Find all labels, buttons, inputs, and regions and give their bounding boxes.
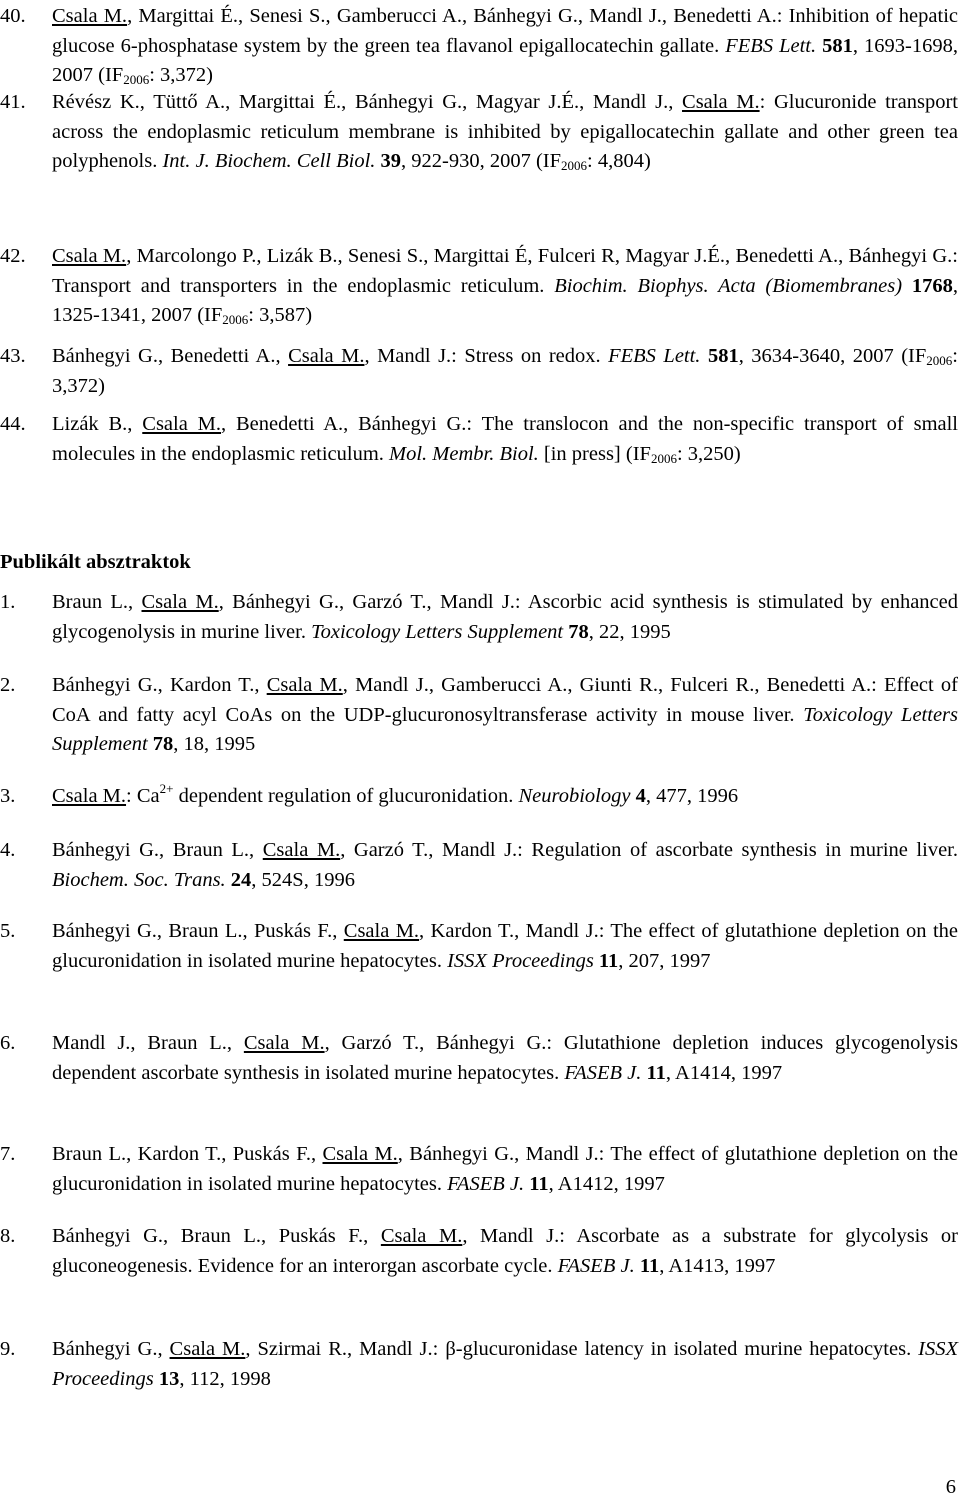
text-segment: , Mandl J., Gamberucci A., Giunti R., Fulceri R., Benedetti A.: Effect of CoA and fatty acyl CoAs on the UDP-glucuronosyltransferase activity in mouse liver. [52, 674, 958, 726]
text-segment: , 1325-1341, 2007 (IF [52, 274, 959, 326]
abstract-entry [0, 671, 958, 760]
volume-number: 11 [529, 1172, 549, 1195]
entry-text [52, 836, 958, 895]
volume-number: 581 [822, 34, 853, 57]
author-highlight: Csala M. [288, 345, 365, 367]
entry-text [52, 2, 958, 91]
text-segment [902, 275, 912, 297]
abstract-entry [0, 1335, 958, 1394]
text-segment: , 3634-3640, 2007 (IF [738, 345, 927, 367]
entry-text [52, 671, 958, 760]
entry-number: 6. [0, 1032, 16, 1054]
text-segment: : 3,372) [149, 64, 213, 86]
journal-name: FASEB J. [447, 1172, 525, 1195]
superscript: 2+ [159, 781, 174, 796]
author-highlight: Csala M. [262, 839, 341, 861]
text-segment: , Kardon T., Mandl J.: The effect of glutathione depletion on the glucuronidation in isolated murine hepatocytes. [52, 920, 958, 972]
volume-number: 13 [158, 1367, 180, 1390]
entry-number: 5. [0, 920, 16, 942]
text-segment: , A1413, 1997 [659, 1254, 776, 1277]
entry-number: 41. [0, 91, 26, 113]
text-segment: , A1414, 1997 [665, 1061, 783, 1084]
text-segment: , 922-930, 2007 (IF [401, 150, 562, 172]
author-highlight: Csala M. [380, 1225, 463, 1247]
entry-number: 9. [0, 1338, 16, 1360]
text-segment: , Marcolongo P., Lizák B., Senesi S., Margittai É, Fulceri R, Magyar J.É., Benedetti A., Bánhegyi G.: Transport and transporters in the endoplasmic reticulum. [52, 245, 958, 297]
text-segment: Révész K., Tüttő A., Margittai É., Bánhegyi G., Magyar J.É., Mandl J., [52, 91, 683, 113]
abstract-entry [0, 1140, 958, 1199]
entry-text [52, 917, 958, 976]
text-segment: Bánhegyi G., Braun L., [52, 839, 263, 861]
text-segment: Lizák B., [52, 413, 143, 435]
entry-text [52, 242, 958, 331]
publication-entry [0, 242, 958, 331]
subscript: 2006 [926, 353, 953, 368]
abstract-entry [0, 1029, 958, 1088]
subscript: 2006 [650, 450, 677, 466]
journal-name: FASEB J. [564, 1061, 642, 1084]
entry-number: 4. [0, 839, 16, 861]
entry-number: 43. [0, 345, 26, 367]
text-segment: , Mandl J.: Ascorbate as a substrate for glycolysis or gluconeogenesis. Evidence for an interorgan ascorbate cycle. [52, 1225, 958, 1277]
author-highlight: Csala M. [141, 591, 219, 613]
journal-name: Biochem. Soc. Trans. [52, 868, 226, 891]
entry-number: 3. [0, 785, 16, 807]
text-segment: : 3,250) [676, 442, 741, 465]
entry-number: 1. [0, 591, 16, 613]
text-segment: : 4,804) [587, 150, 651, 172]
volume-number: 24 [230, 868, 252, 891]
author-highlight: Csala M. [52, 5, 128, 27]
subscript: 2006 [123, 72, 150, 87]
author-highlight: Csala M. [142, 413, 221, 435]
abstract-entry [0, 917, 958, 976]
text-segment: , Bánhegyi G., Garzó T., Mandl J.: Ascorbic acid synthesis is stimulated by enhanced glycogenolysis in murine liver. [52, 591, 958, 643]
text-segment: Bánhegyi G., [52, 1338, 170, 1360]
text-segment: , Szirmai R., Mandl J.: β-glucuronidase latency in isolated murine hepatocytes. [245, 1338, 919, 1360]
volume-number: 11 [646, 1061, 666, 1084]
text-segment: , 524S, 1996 [251, 868, 355, 891]
author-highlight: Csala M. [52, 785, 127, 807]
text-segment: , 18, 1995 [173, 733, 256, 755]
subscript: 2006 [561, 158, 588, 173]
text-segment: , Bánhegyi G., Mandl J.: The effect of glutathione depletion on the glucuronidation in isolated murine hepatocytes. [52, 1143, 958, 1195]
entry-text [52, 782, 958, 812]
author-highlight: Csala M. [169, 1338, 246, 1360]
author-highlight: Csala M. [682, 91, 760, 113]
text-segment: : Glucuronide transport across the endoplasmic reticulum membrane is inhibited by epigallocatechin gallate and other green tea polyphenols. [52, 91, 958, 172]
entry-number: 8. [0, 1225, 16, 1247]
text-segment: [in press] (IF [538, 442, 651, 465]
entry-text [52, 342, 958, 401]
page-number: 6 [945, 1476, 956, 1498]
text-segment: : 3,587) [248, 304, 313, 326]
section-heading: Publikált absztraktok [0, 551, 191, 573]
journal-name: Toxicology Letters Supplement [52, 703, 958, 755]
text-segment: Braun L., Kardon T., Puskás F., [52, 1143, 323, 1165]
journal-name: FEBS Lett. [608, 345, 701, 367]
publication-entry [0, 88, 958, 177]
text-segment: Bánhegyi G., Kardon T., [52, 674, 267, 696]
text-segment: , Benedetti A., Bánhegyi G.: The translocon and the non-specific transport of small molecules in the endoplasmic reticulum. [52, 413, 959, 465]
text-segment: : 3,372) [52, 345, 958, 397]
journal-name: Toxicology Letters Supplement [311, 620, 564, 643]
author-highlight: Csala M. [243, 1032, 325, 1054]
volume-number: 11 [639, 1254, 660, 1277]
text-segment: , 1693-1698, 2007 (IF [52, 34, 959, 86]
author-highlight: Csala M. [322, 1143, 398, 1165]
journal-name: Mol. Membr. Biol. [389, 442, 539, 465]
publication-entry [0, 410, 958, 469]
entry-text [52, 1335, 958, 1394]
entry-text [52, 1140, 958, 1199]
text-segment: : Ca [126, 785, 160, 807]
volume-number: 78 [152, 733, 174, 755]
journal-name: Biochim. Biophys. Acta (Biomembranes) [554, 274, 903, 297]
text-segment: Bánhegyi G., Braun L., Puskás F., [52, 1225, 381, 1247]
author-highlight: Csala M. [266, 674, 343, 696]
publication-entry [0, 2, 958, 91]
entry-text [52, 1029, 958, 1088]
entry-text [52, 588, 958, 647]
text-segment: , Margittai É., Senesi S., Gamberucci A., Bánhegyi G., Mandl J., Benedetti A.: Inhibition of hepatic glucose 6-phosphatase system by the green tea flavanol epigallocatechin gallate. [52, 5, 958, 57]
text-segment [700, 345, 708, 367]
volume-number: 78 [568, 620, 589, 643]
volume-number: 1768 [911, 274, 953, 297]
entry-text [52, 1222, 958, 1281]
abstract-entry [0, 782, 958, 812]
journal-name: ISSX Proceedings [52, 1338, 959, 1390]
volume-number: 11 [598, 949, 619, 972]
text-segment: , 22, 1995 [588, 620, 671, 643]
text-segment: Braun L., [52, 591, 142, 613]
author-highlight: Csala M. [343, 920, 420, 942]
author-highlight: Csala M. [52, 245, 127, 267]
entry-text [52, 410, 958, 469]
entry-number: 2. [0, 674, 16, 696]
text-segment: , 477, 1996 [645, 785, 739, 807]
volume-number: 581 [707, 345, 739, 367]
journal-name: Int. J. Biochem. Cell Biol. [162, 150, 376, 172]
entry-number: 40. [0, 5, 26, 27]
entry-number: 42. [0, 245, 26, 267]
abstract-entry [0, 836, 958, 895]
journal-name: FASEB J. [557, 1254, 635, 1277]
entry-number: 44. [0, 413, 26, 435]
journal-name: ISSX Proceedings [447, 949, 594, 972]
abstract-entry [0, 588, 958, 647]
text-segment: , Mandl J.: Stress on redox. [364, 345, 609, 367]
text-segment: Mandl J., Braun L., [52, 1032, 244, 1054]
text-segment: , A1412, 1997 [548, 1172, 665, 1195]
volume-number: 39 [380, 150, 402, 172]
text-segment: , 112, 1998 [179, 1367, 271, 1390]
text-segment: Bánhegyi G., Braun L., Puskás F., [52, 920, 344, 942]
text-segment: , 207, 1997 [618, 949, 711, 972]
text-segment: , Garzó T., Mandl J.: Regulation of ascorbate synthesis in murine liver. [340, 839, 958, 861]
journal-name: Neurobiology [518, 785, 631, 807]
subscript: 2006 [222, 312, 249, 327]
journal-name: FEBS Lett. [725, 34, 817, 57]
publication-entry [0, 342, 958, 401]
entry-text [52, 88, 958, 177]
entry-number: 7. [0, 1143, 16, 1165]
volume-number: 4 [635, 785, 646, 807]
text-segment: dependent regulation of glucuronidation. [173, 785, 519, 807]
abstract-entry [0, 1222, 958, 1281]
text-segment: , Garzó T., Bánhegyi G.: Glutathione depletion induces glycogenolysis dependent ascorbate synthesis in isolated murine hepatocytes. [52, 1032, 958, 1084]
text-segment: Bánhegyi G., Benedetti A., [52, 345, 289, 367]
